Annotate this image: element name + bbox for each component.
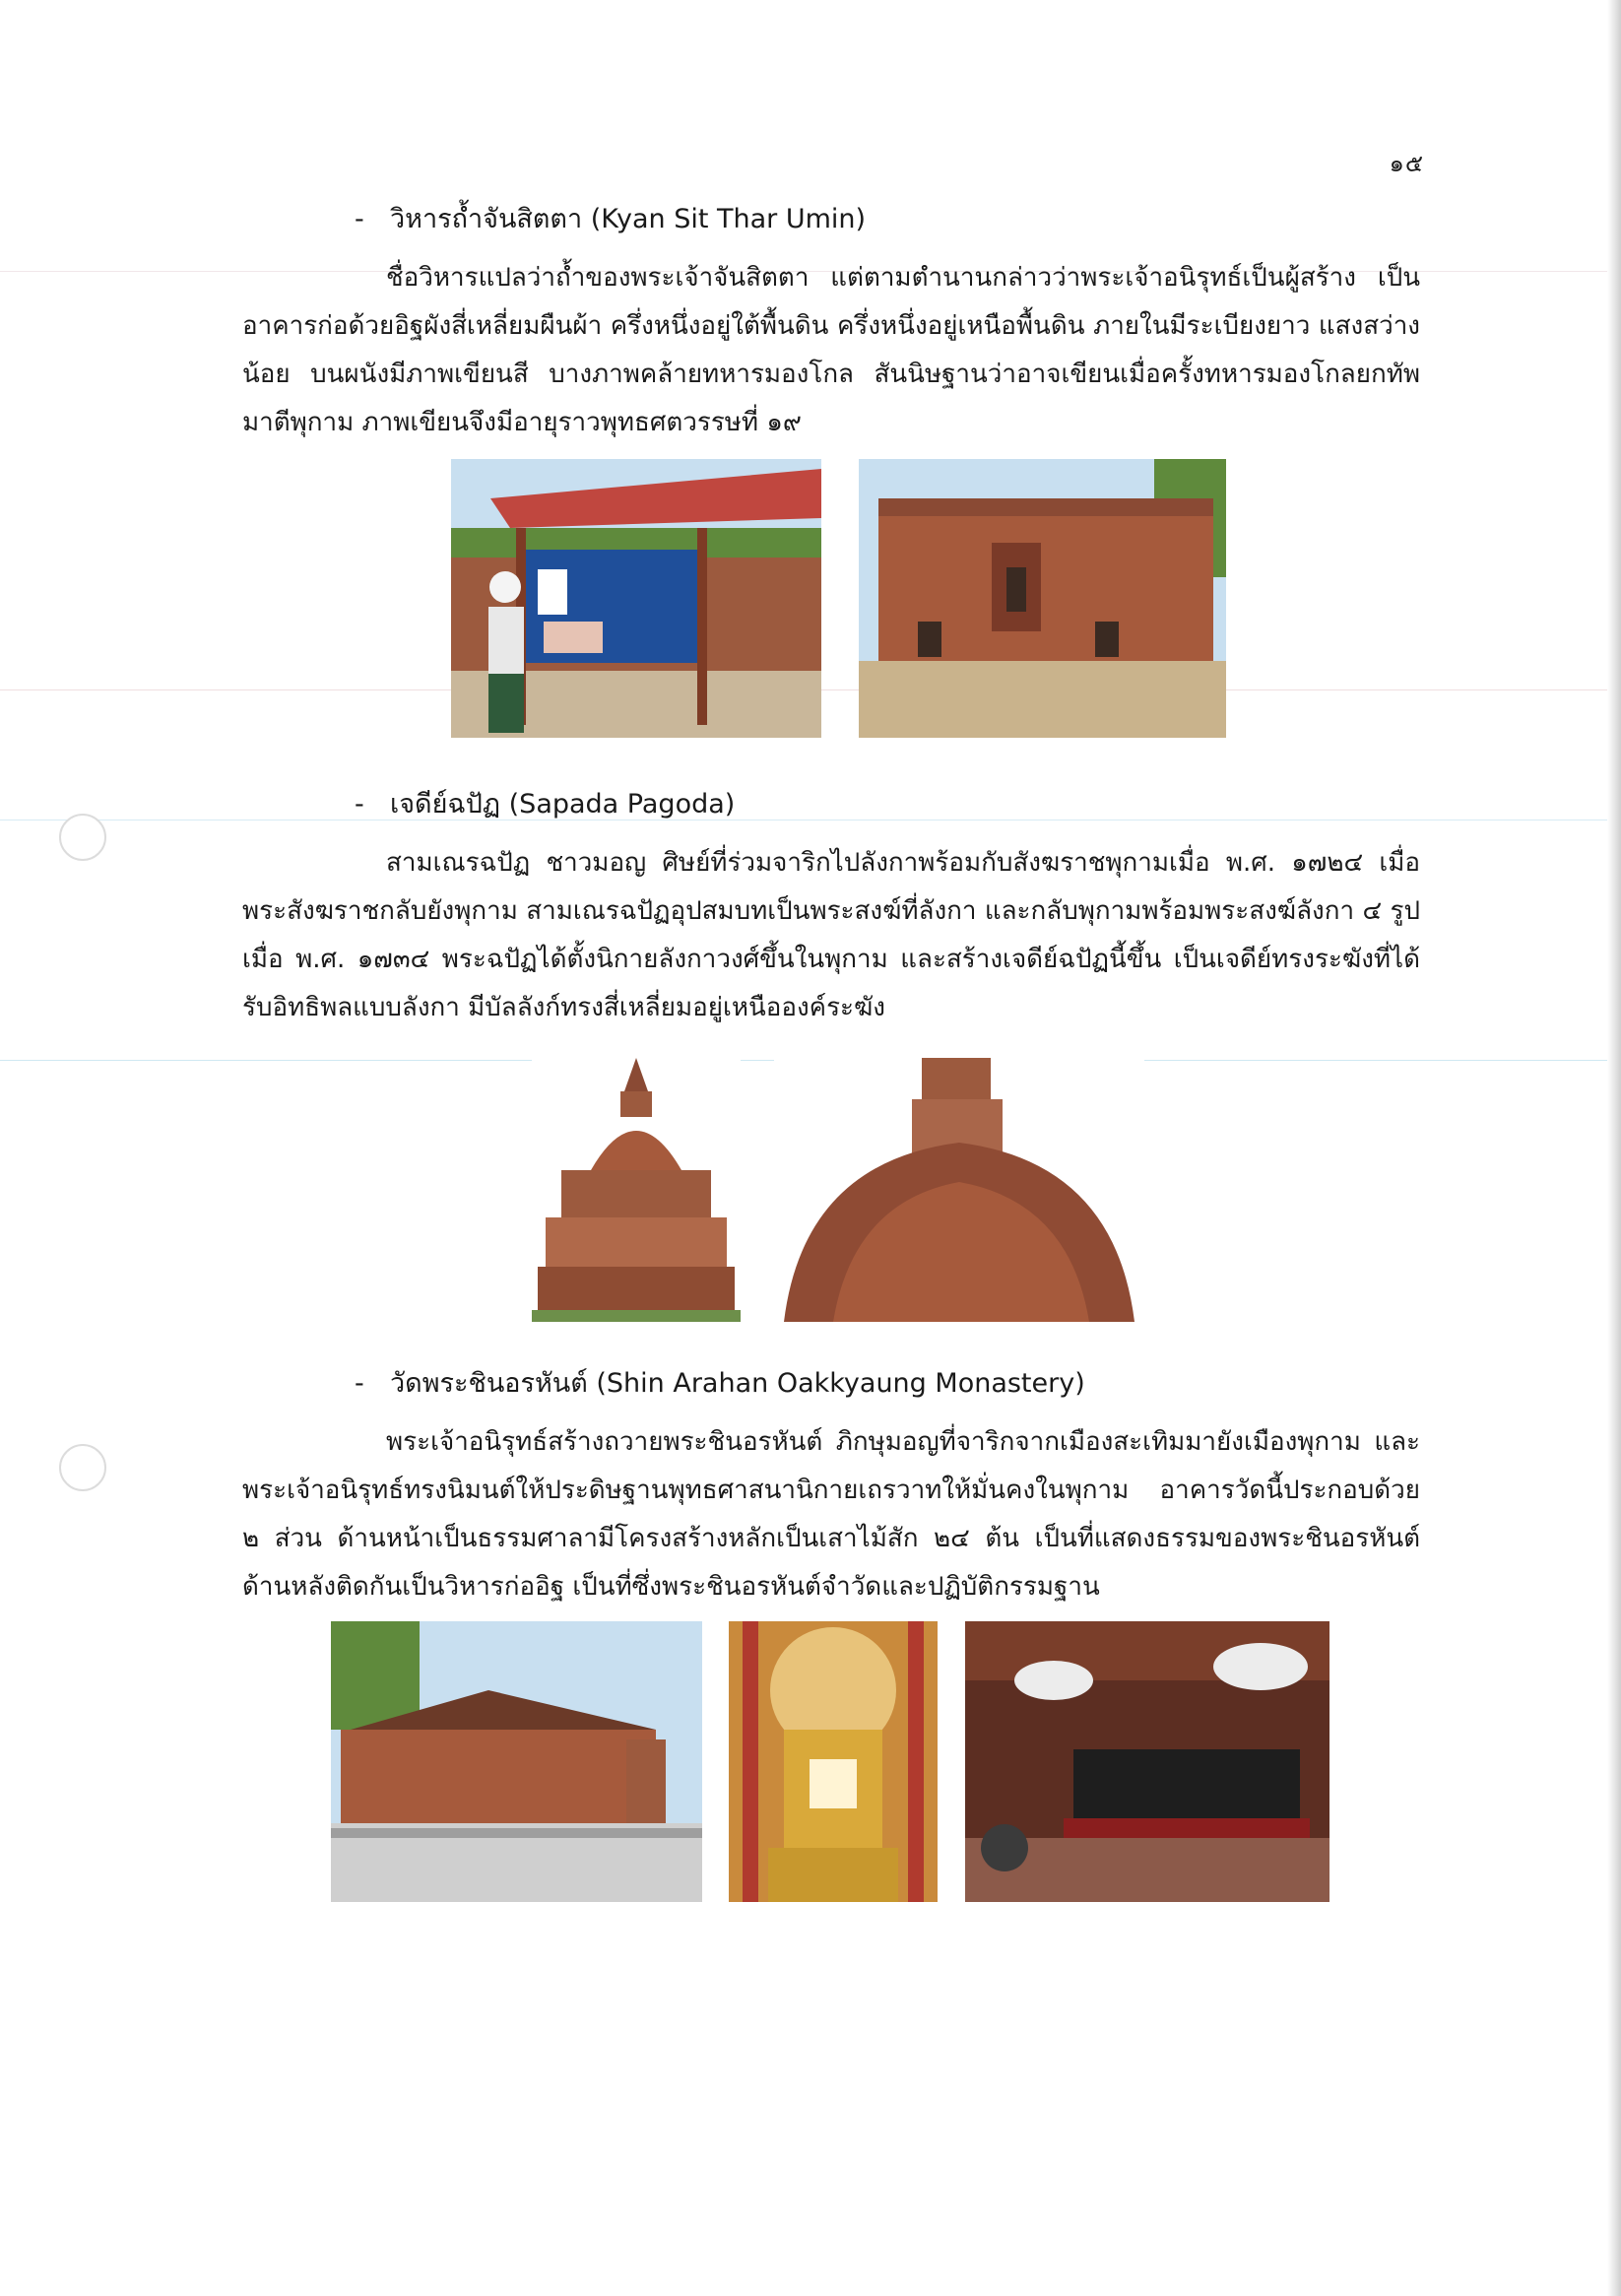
photo-monastery-exterior xyxy=(331,1621,702,1902)
section-heading-text: เจดีย์ฉปัฏ (Sapada Pagoda) xyxy=(390,789,736,820)
bullet-dash: - xyxy=(355,1368,364,1399)
section-paragraph: ชื่อวิหารแปลว่าถ้ำของพระเจ้าจันสิตตา แต่ตามตำนานกล่าวว่าพระเจ้าอนิรุทธ์เป็นผู้สร้าง เป็นอาคารก่อด้วยอิฐผังสี่เหลี่ยมผืนผ้า ครึ่งหนึ่งอยู่ใต้พื้นดิน ครึ่งหนึ่งอยู่เหนือพื้นดิน ภายในมีระเบียงยาว แสงสว่างน้อย บนผนังมีภาพเขียนสี บางภาพคล้ายทหารมองโกล สันนิษฐานว่าอาจเขียนเมื่อครั้งทหารมองโกลยกทัพมาตีพุกาม ภาพเขียนจึงมีอายุราวพุทธศตวรรษที่ ๑๙ xyxy=(242,263,1420,437)
bullet-dash: - xyxy=(355,789,364,820)
section-heading-text: วัดพระชินอรหันต์ (Shin Arahan Oakkyaung Monastery) xyxy=(390,1368,1085,1399)
section-heading xyxy=(355,1361,1085,1404)
photo-sapada-pagoda-closeup xyxy=(774,1044,1144,1322)
page-edge-shadow xyxy=(1607,0,1621,2296)
section-heading xyxy=(355,197,866,239)
section-heading-text: วิหารถ้ำจันสิตตา (Kyan Sit Thar Umin) xyxy=(390,204,867,234)
photo-buddha-shrine xyxy=(729,1621,938,1902)
photo-cave-temple xyxy=(859,459,1226,738)
photo-sapada-pagoda-front xyxy=(532,1052,741,1322)
section-paragraph: สามเณรฉปัฏ ชาวมอญ ศิษย์ที่ร่วมจาริกไปลังกาพร้อมกับสังฆราชพุกามเมื่อ พ.ศ. ๑๗๒๔ เมื่อพระสังฆราชกลับยังพุกาม สามเณรฉปัฏอุปสมบทเป็นพระสงฆ์ที่ลังกา และกลับพุกามพร้อมพระสงฆ์ลังกา ๔ รูปเมื่อ พ.ศ. ๑๗๓๔ พระฉปัฏได้ตั้งนิกายลังกาวงศ์ขึ้นในพุกาม และสร้างเจดีย์ฉปัฏนี้ขึ้น เป็นเจดีย์ทรงระฆังที่ได้รับอิทธิพลแบบลังกา มีบัลลังก์ทรงสี่เหลี่ยมอยู่เหนือองค์ระฆัง xyxy=(242,848,1420,1022)
punch-hole xyxy=(59,814,106,861)
photo-monk-relics-room xyxy=(965,1621,1329,1902)
page-number: ๑๕ xyxy=(1389,150,1424,177)
punch-hole xyxy=(59,1444,106,1491)
photo-information-board xyxy=(451,459,821,738)
bullet-dash: - xyxy=(355,204,364,234)
section-paragraph: พระเจ้าอนิรุทธ์สร้างถวายพระชินอรหันต์ ภิกษุมอญที่จาริกจากเมืองสะเทิมมายังเมืองพุกาม และพระเจ้าอนิรุทธ์ทรงนิมนต์ให้ประดิษฐานพุทธศาสนานิกายเถรวาทให้มั่นคงในพุกาม อาคารวัดนี้ประกอบด้วย ๒ ส่วน ด้านหน้าเป็นธรรมศาลามีโครงสร้างหลักเป็นเสาไม้สัก ๒๔ ต้น เป็นที่แสดงธรรมของพระชินอรหันต์ ด้านหลังติดกันเป็นวิหารก่ออิฐ เป็นที่ซึ่งพระชินอรหันต์จำวัดและปฏิบัติกรรมฐาน xyxy=(242,1427,1420,1602)
section-heading xyxy=(355,782,735,824)
